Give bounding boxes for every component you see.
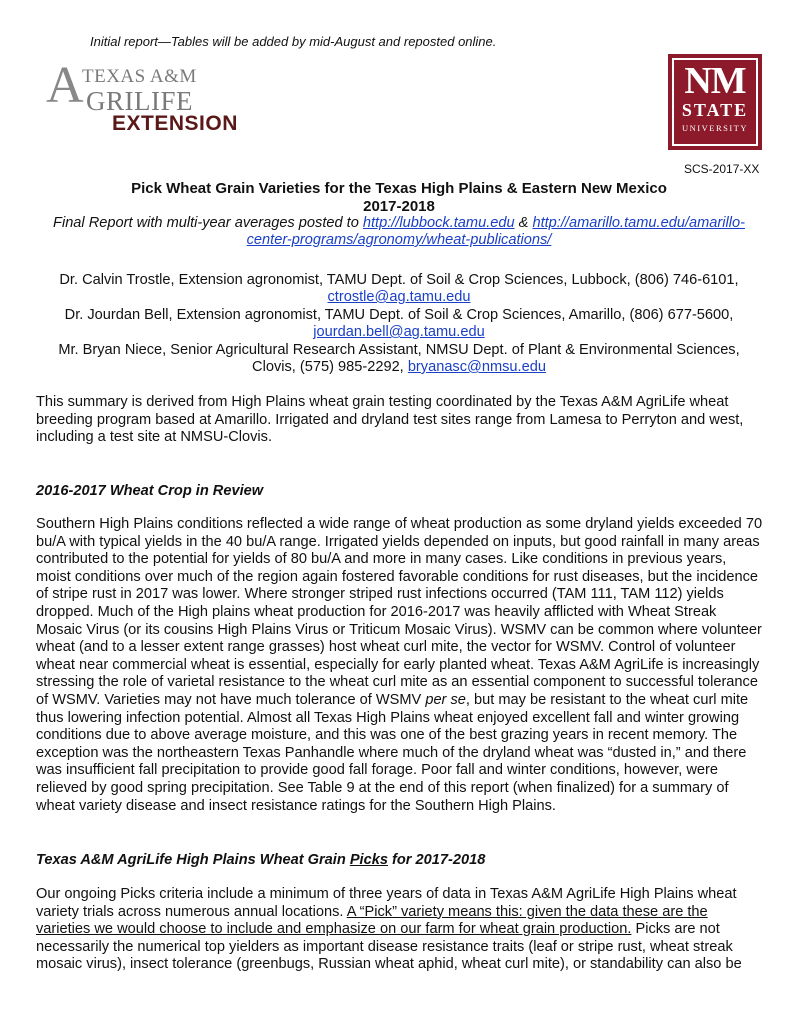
nmsu-logo-nm: NM bbox=[684, 60, 746, 102]
author-trostle bbox=[40, 272, 758, 306]
nmsu-logo-university: UNIVERSITY bbox=[682, 123, 748, 133]
section-heading-picks bbox=[36, 852, 485, 868]
logo-big-letter: A bbox=[46, 57, 84, 114]
nmsu-logo bbox=[668, 54, 762, 150]
page-title: Pick Wheat Grain Varieties for the Texas High Plains & Eastern New Mexico bbox=[131, 180, 667, 197]
crop-review-text-a: Southern High Plains conditions reflected a wide range of wheat production as some dryland yields exceeded 70 bu/A with typical yields in the 40 bu/A range. Irrigated yields depended on inputs, but good rainfall in many areas contributed to the potential for yields of 80 bu/A and more in many cases. Like conditions in previous years, moist conditions over much of the region again fostered favorable conditions for rust diseases, but the incidence of stripe rust in 2017 was lower. Where stronger striped rust infections occurred (TAM 111, TAM 112) yields dropped. Much of the High plains wheat production for 2016-2017 was heavily afflicted with Wheat Streak Mosaic Virus (or its cousins High Plains Virus or Triticum Mosaic Virus). WSMV can be common where volunteer wheat (and to a lesser extent range grasses) host wheat curl mite, the vector for WSMV. Control of volunteer wheat near commercial wheat is essential, especially for early planted wheat. Texas A&M AgriLife is increasingly stressing the role of varietal resistance to the wheat curl mite as an essential component to successful tolerance of WSMV. Varieties may not have much tolerance of WSMV bbox=[36, 516, 763, 708]
picks-heading-underlined: Picks bbox=[349, 852, 388, 868]
author-email-link[interactable]: bryanasc@nmsu.edu bbox=[407, 359, 546, 375]
nmsu-logo-state: STATE bbox=[681, 100, 749, 120]
picks-paragraph bbox=[36, 886, 763, 974]
intro-paragraph: This summary is derived from High Plains wheat grain testing coordinated by the Texas A&M AgriLife wheat breeding program based at Amarillo. Irrigated and dryland test sites range from Lamesa to Perryton and west, including a test site at NMSU-Clovis. bbox=[36, 394, 744, 446]
logo-line-texas-am: TEXAS A&M bbox=[82, 66, 197, 87]
author-text: Mr. Bryan Niece, Senior Agricultural Research Assistant, NMSU Dept. of Plant & Environmental Sciences, Clovis, (575) 985-2292, bbox=[58, 342, 740, 375]
author-text: Dr. Jourdan Bell, Extension agronomist, TAMU Dept. of Soil & Crop Sciences, Amarillo, (806) 677-5600, bbox=[64, 307, 734, 323]
subtitle-prefix: Final Report with multi-year averages posted to bbox=[53, 215, 363, 231]
picks-text-b: Picks are not necessarily the numerical top yielders as important disease resistance traits (leaf or stripe rust, wheat streak mosaic virus), insect tolerance (greenbugs, Russian wheat aphid, wheat curl mite), or standability can also be bbox=[36, 921, 742, 973]
amarillo-link[interactable]: http://amarillo.tamu.edu/amarillo-center-programs/agronomy/wheat-publications/ bbox=[246, 215, 745, 248]
texas-am-agrilife-logo bbox=[46, 57, 238, 138]
author-email-link[interactable]: jourdan.bell@ag.tamu.edu bbox=[313, 324, 485, 340]
picks-text-a: Our ongoing Picks criteria include a minimum of three years of data in Texas A&M AgriLife High Plains wheat variety trials across numerous annual locations. bbox=[36, 886, 737, 920]
picks-heading-a: Texas A&M AgriLife High Plains Wheat Grain bbox=[36, 852, 350, 868]
author-email-link[interactable]: ctrostle@ag.tamu.edu bbox=[327, 289, 471, 305]
author-text: Dr. Calvin Trostle, Extension agronomist, TAMU Dept. of Soil & Crop Sciences, Lubbock, (806) 746-6101, bbox=[59, 272, 739, 288]
crop-review-text-b: , but may be resistant to the wheat curl mite thus lowering infection potential. Almost all Texas High Plains wheat enjoyed excellent fall and winter growing conditions due to above average moisture, and this was one of the best grazing years in recent memory. The exception was the northeastern Texas Panhandle where much of the dryland wheat was “dusted in,” and there was insufficient fall precipitation to provide good fall forage. Poor fall and winter conditions, however, were relieved by good spring precipitation. See Table 9 at the end of this report (when finalized) for a summary of wheat variety disease and insect resistance ratings for the Southern High Plains. bbox=[36, 691, 749, 814]
author-niece bbox=[40, 342, 758, 376]
section-heading-crop-review: 2016-2017 Wheat Crop in Review bbox=[36, 483, 264, 499]
picks-heading-b: for 2017-2018 bbox=[387, 852, 486, 868]
logo-line-agrilife: GRILIFE bbox=[86, 86, 193, 116]
lubbock-link[interactable]: http://lubbock.tamu.edu bbox=[362, 215, 515, 231]
nmsu-logo-border bbox=[672, 58, 758, 146]
subtitle-mid: & bbox=[514, 215, 533, 231]
picks-text-underlined: A “Pick” variety means this: given the data these are the varieties we would choose to include and emphasize on our farm for wheat grain production. bbox=[36, 903, 708, 938]
crop-review-italic: per se bbox=[425, 691, 466, 708]
document-id: SCS-2017-XX bbox=[684, 162, 760, 176]
top-note: Initial report—Tables will be added by mid-August and reposted online. bbox=[90, 34, 497, 49]
logo-line-extension: EXTENSION bbox=[112, 112, 238, 135]
author-bell bbox=[40, 307, 758, 341]
crop-review-paragraph bbox=[36, 516, 763, 815]
subtitle bbox=[40, 215, 758, 249]
page-title-year: 2017-2018 bbox=[363, 198, 435, 215]
